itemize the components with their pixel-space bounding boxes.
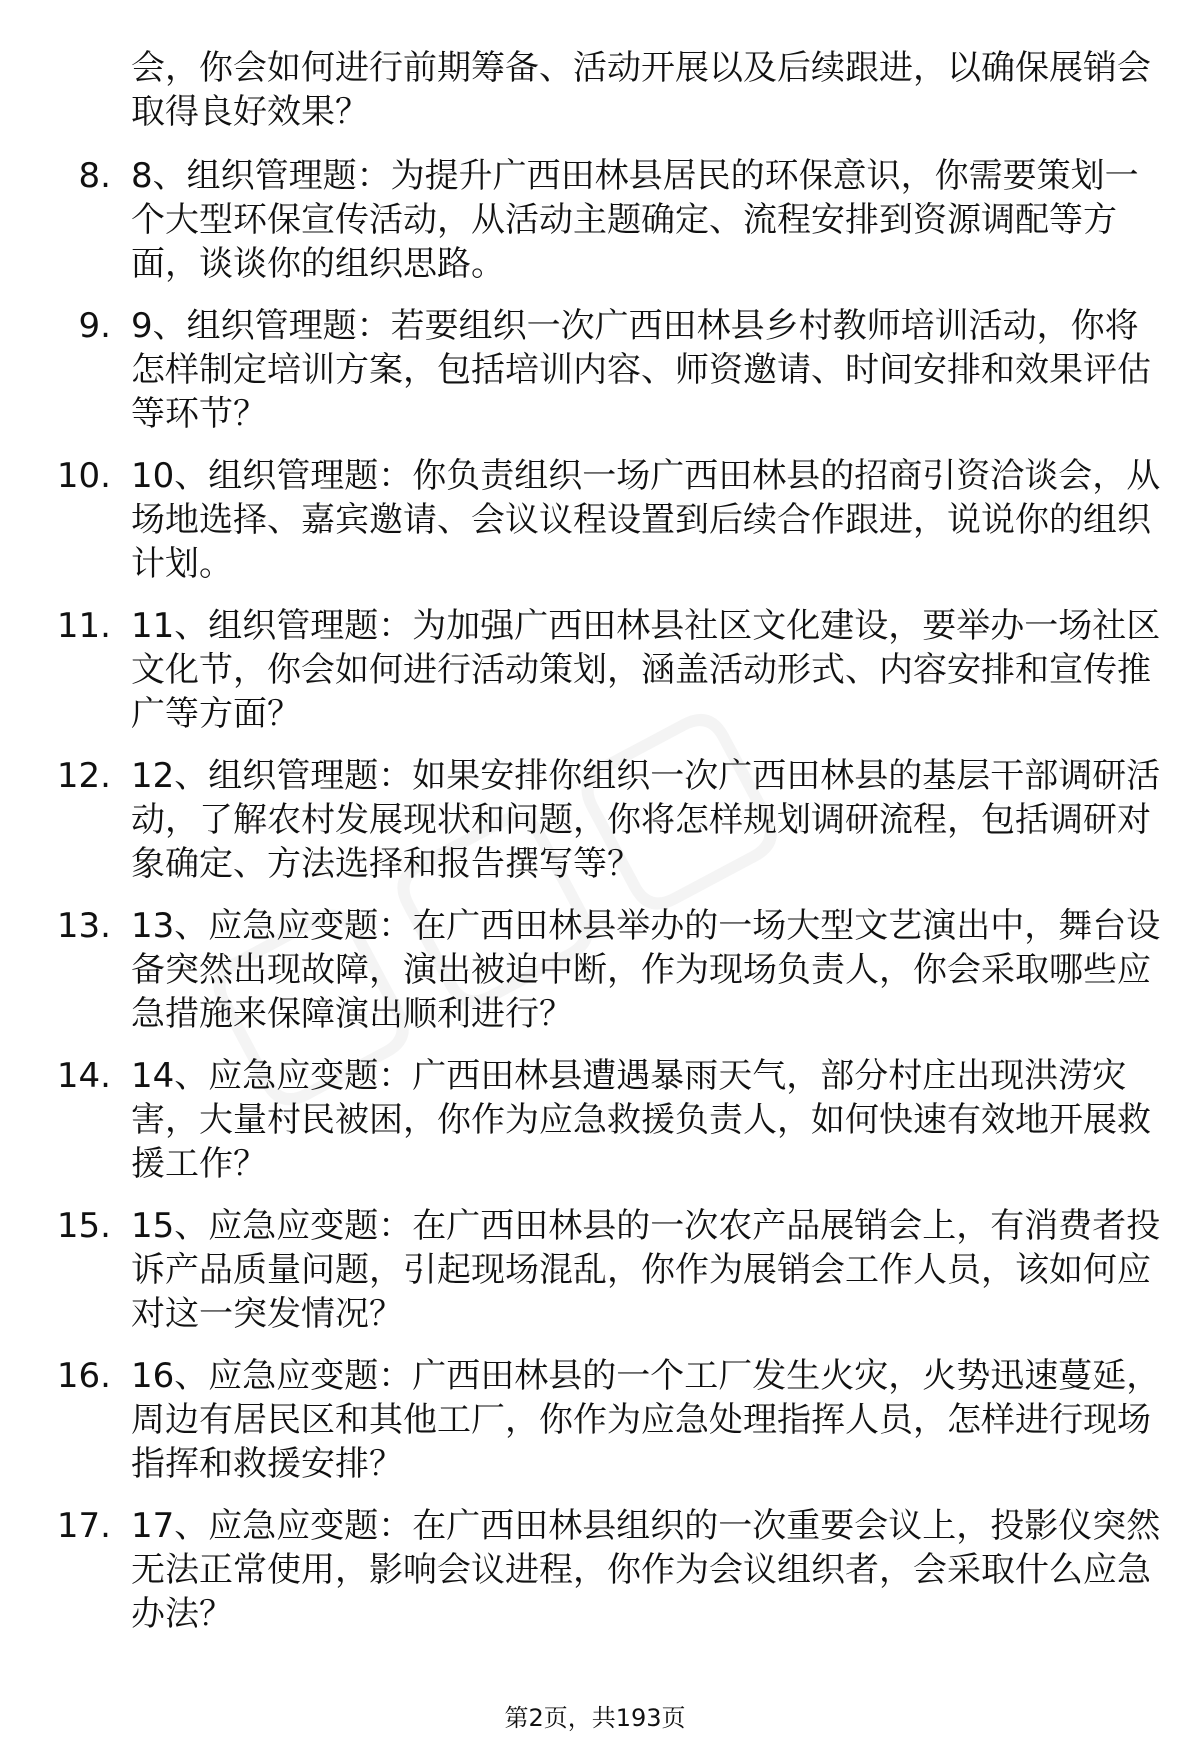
list-item (0, 454, 1161, 586)
question-list (0, 154, 1190, 1636)
list-item (0, 1354, 1161, 1486)
item-text: 12、组织管理题：如果安排你组织一次广西田林县的基层干部调研活动，了解农村发展现状和问题，你将怎样规划调研流程，包括调研对象确定、方法选择和报告撰写等？ (131, 756, 1161, 884)
item-number: 15. (56, 1206, 111, 1246)
item-number: 14. (56, 1056, 111, 1096)
list-item (0, 754, 1161, 886)
list-item (0, 904, 1161, 1036)
list-item (0, 1054, 1161, 1186)
item-text: 9、组织管理题：若要组织一次广西田林县乡村教师培训活动，你将怎样制定培训方案，包括培训内容、师资邀请、时间安排和效果评估等环节？ (131, 306, 1151, 434)
item-text: 14、应急应变题：广西田林县遭遇暴雨天气，部分村庄出现洪涝灾害，大量村民被困，你作为应急救援负责人，如何快速有效地开展救援工作？ (131, 1056, 1151, 1184)
list-item (0, 1204, 1161, 1336)
item-text: 17、应急应变题：在广西田林县组织的一次重要会议上，投影仪突然无法正常使用，影响会议进程，你作为会议组织者，会采取什么应急办法？ (131, 1506, 1161, 1634)
list-item (0, 1504, 1161, 1636)
item-number: 16. (56, 1356, 111, 1396)
item-number: 13. (56, 906, 111, 946)
item-text: 13、应急应变题：在广西田林县举办的一场大型文艺演出中，舞台设备突然出现故障，演出被迫中断，作为现场负责人，你会采取哪些应急措施来保障演出顺利进行？ (131, 906, 1161, 1034)
item-number: 8. (78, 156, 111, 196)
item-text: 10、组织管理题：你负责组织一场广西田林县的招商引资洽谈会，从场地选择、嘉宾邀请、会议议程设置到后续合作跟进，说说你的组织计划。 (131, 456, 1161, 584)
item-text: 15、应急应变题：在广西田林县的一次农产品展销会上，有消费者投诉产品质量问题，引起现场混乱，你作为展销会工作人员，该如何应对这一突发情况？ (131, 1206, 1161, 1334)
item-text: 11、组织管理题：为加强广西田林县社区文化建设，要举办一场社区文化节，你会如何进行活动策划，涵盖活动形式、内容安排和宣传推广等方面？ (131, 606, 1161, 734)
item-text: 16、应急应变题：广西田林县的一个工厂发生火灾，火势迅速蔓延，周边有居民区和其他工厂，你作为应急处理指挥人员，怎样进行现场指挥和救援安排？ (131, 1356, 1161, 1484)
intro-paragraph: 会，你会如何进行前期筹备、活动开展以及后续跟进，以确保展销会取得良好效果？ (131, 48, 1151, 132)
item-number: 17. (56, 1506, 111, 1546)
item-number: 9. (78, 306, 111, 346)
list-item (0, 304, 1161, 436)
item-number: 11. (56, 606, 111, 646)
list-item (0, 154, 1161, 286)
page-number-footer: 第2页，共193页 (504, 1704, 686, 1732)
page-content (0, 46, 1190, 1654)
item-text: 8、组织管理题：为提升广西田林县居民的环保意识，你需要策划一个大型环保宣传活动，从活动主题确定、流程安排到资源调配等方面，谈谈你的组织思路。 (131, 156, 1139, 284)
item-number: 12. (56, 756, 111, 796)
list-item (0, 604, 1161, 736)
item-number: 10. (56, 456, 111, 496)
